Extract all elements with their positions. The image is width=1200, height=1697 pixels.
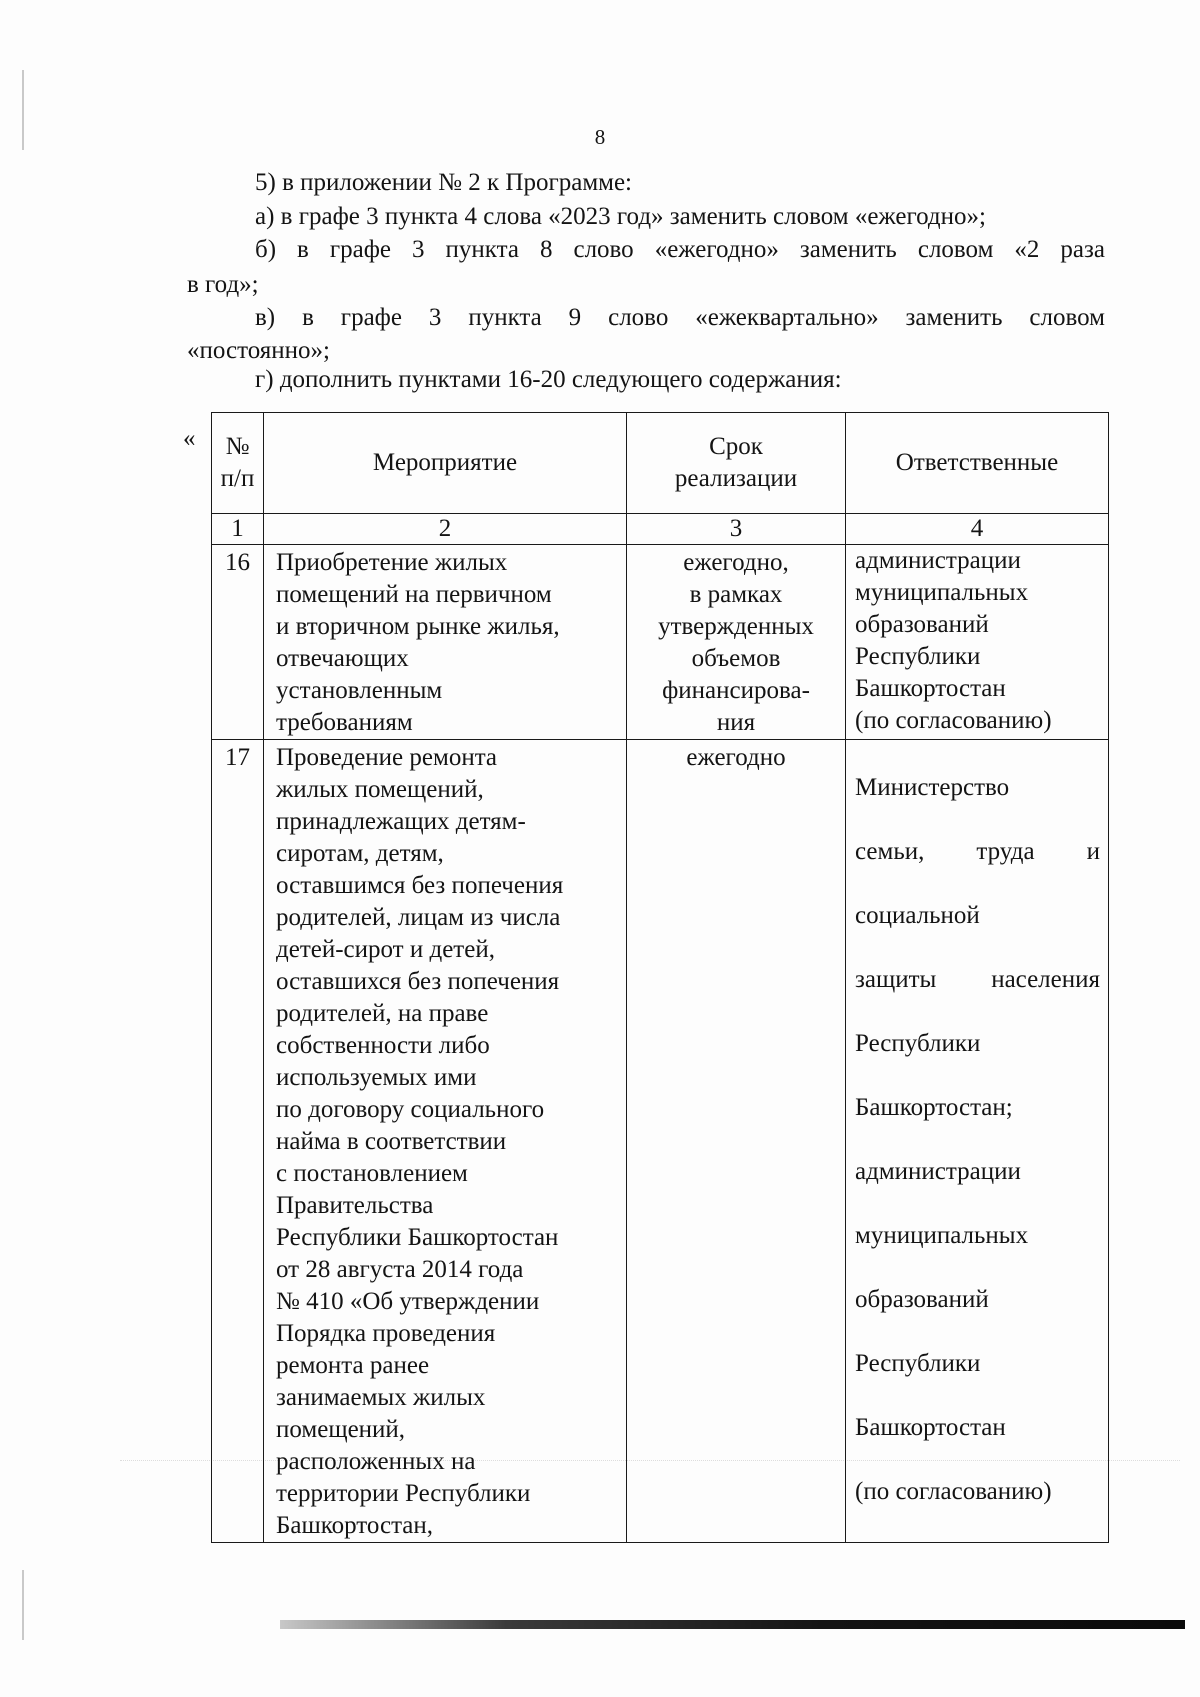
row-number: 16 (212, 545, 264, 740)
intro-line-4b: «постоянно»; (187, 337, 330, 364)
row-term: ежегодно (627, 740, 846, 1543)
header-num: № п/п (212, 413, 264, 514)
table-column-numbers-row (212, 514, 1109, 545)
responsible-line: администрации (855, 1158, 1021, 1185)
row-measure: Проведение ремонта жилых помещений, принадлежащих детям- сиротам, детям, оставшимся без попечения родителей, лицам из числа детей-сирот и детей, оставшихся без попечения родителей, на праве собственности либо используемых ими по договору социального найма в соответствии с постановлением Правительства Республики Башкортостан от 28 августа 2014 года № 410 «Об утверждении Порядка проведения ремонта ранее занимаемых жилых помещений, расположенных на территории Республики Башкортостан, (264, 740, 627, 1543)
header-measure: Мероприятие (264, 413, 627, 514)
intro-line-3b: в год»; (187, 271, 259, 298)
row-responsible: администрации муниципальных образований Республики Башкортостан (по согласованию) (846, 545, 1109, 740)
responsible-line: (по согласованию) (855, 1478, 1052, 1505)
header-term: Срок реализации (627, 413, 846, 514)
table-row (212, 740, 1109, 1543)
responsible-line: защиты населения (855, 966, 1100, 993)
column-number: 2 (264, 514, 627, 545)
row-number: 17 (212, 740, 264, 1543)
responsible-line: Республики (855, 1030, 981, 1057)
responsible-line: социальной (855, 902, 980, 929)
responsible-line: семьи, труда и (855, 838, 1100, 865)
intro-line-5: г) дополнить пунктами 16-20 следующего содержания: (255, 366, 842, 393)
intro-line-1: 5) в приложении № 2 к Программе: (255, 169, 633, 196)
scan-artifact-bar (280, 1620, 1185, 1629)
responsible-line: Республики (855, 1350, 981, 1377)
page-number: 8 (594, 125, 606, 149)
responsible-line: Башкортостан; (855, 1094, 1013, 1121)
responsible-line: образований (855, 1286, 989, 1313)
responsible-line: муниципальных (855, 1222, 1029, 1249)
table-row (212, 545, 1109, 740)
opening-quote: « (183, 425, 196, 452)
row-responsible (846, 740, 1109, 1543)
row-term: ежегодно, в рамках утвержденных объемов финансирова- ния (627, 545, 846, 740)
intro-line-2: а) в графе 3 пункта 4 слова «2023 год» заменить словом «ежегодно»; (255, 203, 986, 230)
responsible-line: Башкортостан (855, 1414, 1006, 1441)
intro-line-3a: б) в графе 3 пункта 8 слово «ежегодно» заменить словом «2 раза (255, 236, 1105, 263)
column-number: 1 (212, 514, 264, 545)
table-header-row (212, 413, 1109, 514)
scan-artifact-line (22, 1570, 24, 1640)
column-number: 4 (846, 514, 1109, 545)
measures-table (211, 412, 1109, 1543)
header-responsible: Ответственные (846, 413, 1109, 514)
column-number: 3 (627, 514, 846, 545)
row-measure: Приобретение жилых помещений на первичном и вторичном рынке жилья, отвечающих установленным требованиям (264, 545, 627, 740)
intro-line-4a: в) в графе 3 пункта 9 слово «ежеквартально» заменить словом (255, 304, 1105, 331)
responsible-line: Министерство (855, 774, 1010, 801)
